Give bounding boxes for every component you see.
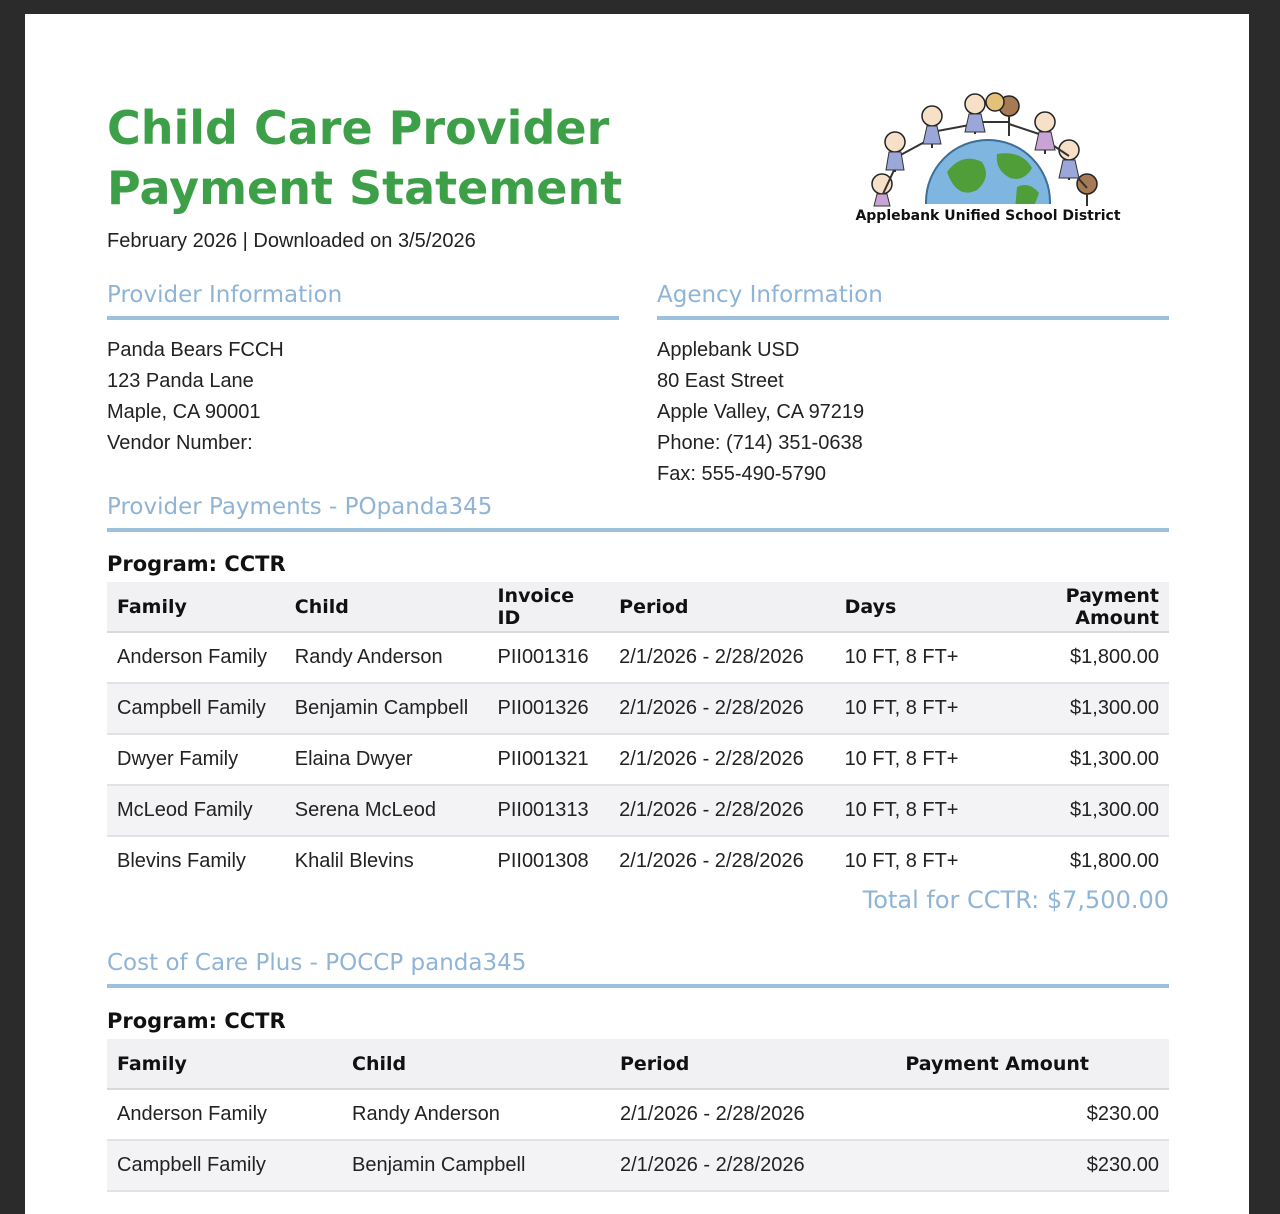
cell-child: Benjamin Campbell	[285, 683, 488, 734]
page-title: Child Care Provider Payment Statement	[107, 101, 623, 215]
cell-days: 10 FT, 8 FT+	[844, 850, 959, 872]
cell-family: Anderson Family	[107, 1089, 342, 1140]
children-globe-icon	[847, 92, 1129, 208]
table-row	[107, 1140, 1169, 1191]
column-header-child: Child	[342, 1039, 610, 1089]
table-row	[107, 1089, 1169, 1140]
column-header-child: Child	[285, 582, 488, 632]
provider-street: 123 Panda Lane	[107, 370, 254, 392]
provider-city: Maple, CA 90001	[107, 401, 261, 423]
cell-child: Randy Anderson	[285, 632, 488, 683]
cell-child: Khalil Blevins	[294, 850, 414, 872]
cell-invoice-id: PII001316	[487, 632, 609, 683]
table-header-row	[107, 1039, 1169, 1089]
column-header-days: Days	[835, 582, 969, 632]
cell-payment-amount: $1,300.00	[969, 683, 1170, 734]
cell-period: 2/1/2026 - 2/28/2026	[609, 632, 834, 683]
table-header-row	[107, 582, 1169, 632]
cell-child: Elaina Dwyer	[285, 734, 488, 785]
cell-period: 2/1/2026 - 2/28/2026	[609, 683, 834, 734]
agency-name: Applebank USD	[657, 339, 800, 361]
statement-subtitle: February 2026 | Downloaded on 3/5/2026	[107, 230, 476, 252]
column-header-payment-amount: Payment Amount	[969, 582, 1170, 632]
cell-payment-amount: $1,300.00	[969, 734, 1170, 785]
agency-info-heading: Agency Information	[657, 282, 1169, 320]
agency-info	[657, 335, 864, 490]
cell-family: Dwyer Family	[107, 734, 285, 785]
payments-program-label: Program: CCTR	[107, 552, 286, 576]
cell-days: 10 FT, 8 FT+	[835, 632, 969, 683]
cell-period: 2/1/2026 - 2/28/2026	[609, 734, 834, 785]
cell-invoice-id: PII001321	[487, 734, 609, 785]
cost-of-care-heading: Cost of Care Plus - POCCP panda345	[107, 950, 1169, 988]
agency-phone: Phone: (714) 351-0638	[657, 432, 863, 454]
cell-days: 10 FT, 8 FT+	[835, 683, 969, 734]
cell-payment-amount: $1,800.00	[1070, 850, 1159, 872]
column-header-invoice-id: Invoice ID	[487, 582, 609, 632]
cell-family: Campbell Family	[107, 683, 285, 734]
cell-invoice-id: PII001326	[487, 683, 609, 734]
payments-total: Total for CCTR: $7,500.00	[862, 886, 1169, 914]
cell-period: 2/1/2026 - 2/28/2026	[610, 1089, 888, 1140]
column-header-family: Family	[107, 1039, 342, 1089]
provider-info-heading: Provider Information	[107, 282, 619, 320]
cell-family: Campbell Family	[107, 1140, 342, 1191]
cost-of-care-program-label: Program: CCTR	[107, 1009, 286, 1033]
column-header-period: Period	[609, 582, 834, 632]
agency-street: 80 East Street	[657, 370, 784, 392]
cell-payment-amount: $230.00	[888, 1140, 1169, 1191]
cost-of-care-table	[107, 1039, 1169, 1192]
cell-period: 2/1/2026 - 2/28/2026	[619, 850, 804, 872]
cell-child: Randy Anderson	[342, 1089, 610, 1140]
viewer-toolbar	[0, 0, 1280, 14]
table-row	[107, 734, 1169, 785]
table-row	[107, 632, 1169, 683]
cell-period: 2/1/2026 - 2/28/2026	[609, 785, 834, 836]
cell-child: Benjamin Campbell	[342, 1140, 610, 1191]
cell-days: 10 FT, 8 FT+	[835, 785, 969, 836]
cell-payment-amount: $1,300.00	[969, 785, 1170, 836]
column-header-period: Period	[610, 1039, 888, 1089]
provider-payments-heading: Provider Payments - POpanda345	[107, 494, 1169, 532]
cell-invoice-id: PII001308	[497, 850, 589, 872]
provider-vendor-number: Vendor Number:	[107, 432, 253, 454]
cell-family: Blevins Family	[117, 850, 246, 872]
district-name: Applebank Unified School District	[855, 208, 1121, 224]
column-header-family: Family	[107, 582, 285, 632]
cell-period: 2/1/2026 - 2/28/2026	[610, 1140, 888, 1191]
cell-child: Serena McLeod	[285, 785, 488, 836]
table-row	[107, 683, 1169, 734]
agency-fax: Fax: 555-490-5790	[657, 463, 827, 485]
agency-city: Apple Valley, CA 97219	[657, 401, 865, 423]
provider-name: Panda Bears FCCH	[107, 339, 284, 361]
provider-payments-table	[107, 582, 1169, 886]
provider-info	[107, 335, 284, 459]
table-row	[107, 785, 1169, 836]
cell-family: McLeod Family	[107, 785, 285, 836]
table-row	[107, 836, 1169, 886]
cell-days: 10 FT, 8 FT+	[835, 734, 969, 785]
district-logo	[847, 92, 1129, 232]
column-header-payment-amount: Payment Amount	[888, 1039, 1169, 1089]
cell-family: Anderson Family	[107, 632, 285, 683]
document-page	[25, 14, 1249, 1214]
cell-payment-amount: $230.00	[888, 1089, 1169, 1140]
cell-invoice-id: PII001313	[487, 785, 609, 836]
cell-payment-amount: $1,800.00	[969, 632, 1170, 683]
